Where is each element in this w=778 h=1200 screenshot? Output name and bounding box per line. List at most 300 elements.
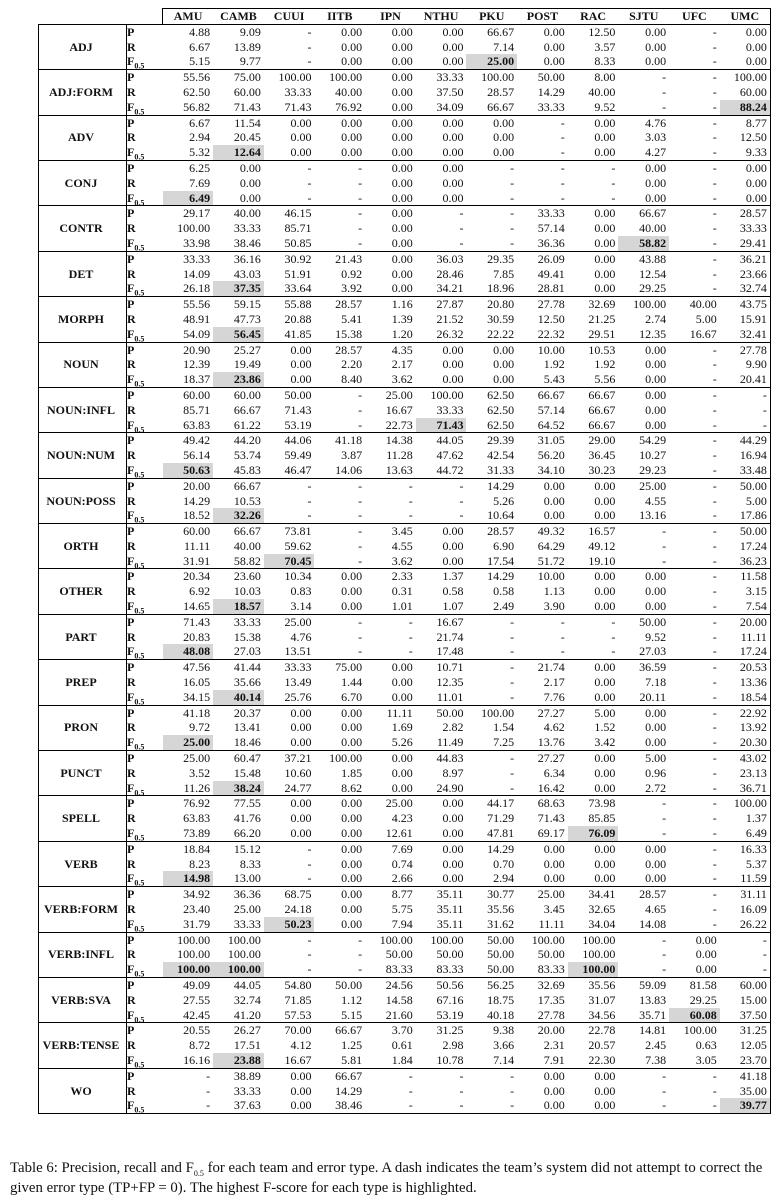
score-cell: 0.00: [695, 947, 717, 962]
score-cell: 5.00: [594, 705, 616, 720]
score-cell: 0.00: [290, 130, 312, 145]
metric-label: [127, 796, 163, 811]
score-cell: 29.51: [568, 327, 619, 342]
score-cell: 73.89: [163, 826, 214, 841]
metric-label-text: F: [127, 54, 135, 69]
table-row: [39, 978, 771, 993]
score-cell: -: [466, 191, 517, 206]
metric-label: [127, 599, 163, 614]
score-cell: 0.00: [594, 765, 616, 780]
metric-label: [127, 857, 163, 872]
score-cell: 5.43: [517, 372, 568, 387]
metric-label-subscript: 0.5: [134, 1014, 145, 1023]
score-cell: 2.94: [466, 871, 517, 886]
results-table-container: [38, 8, 770, 1114]
score-cell: 2.49: [466, 599, 517, 614]
score-cell: 0.00: [720, 160, 771, 175]
table-row: [39, 796, 771, 811]
score-cell: 0.00: [341, 796, 363, 811]
score-cell: -: [560, 115, 565, 130]
score-cell: -: [712, 720, 717, 735]
score-cell: 7.85: [493, 266, 515, 281]
score-cell: 3.62: [365, 554, 416, 569]
score-cell: 0.00: [594, 660, 616, 675]
metric-label-subscript: 0.5: [134, 1105, 145, 1114]
table-row: [39, 54, 771, 69]
metric-label-text: P: [127, 387, 135, 402]
score-cell: 1.20: [365, 327, 416, 342]
score-cell: 0.00: [365, 145, 416, 160]
score-cell: 20.88: [284, 311, 312, 326]
score-cell: 20.37: [233, 705, 261, 720]
score-cell: 41.18: [720, 1068, 771, 1083]
score-cell: 62.50: [466, 418, 517, 433]
metric-label-subscript: 0.5: [134, 1060, 145, 1069]
score-cell: 14.29: [335, 1083, 363, 1098]
score-cell: -: [669, 1098, 720, 1113]
score-cell: 10.71: [436, 660, 464, 675]
error-type-label: CONJ: [39, 160, 127, 205]
score-cell: 33.33: [233, 1083, 261, 1098]
score-cell: 0.00: [645, 387, 667, 402]
score-cell: -: [560, 160, 565, 175]
score-cell: 0.00: [341, 887, 363, 902]
score-cell: 100.00: [531, 932, 565, 947]
metric-label-text: R: [127, 720, 136, 735]
score-cell: 0.00: [594, 493, 616, 508]
score-cell: 0.00: [365, 690, 416, 705]
score-cell: 5.00: [720, 494, 771, 509]
table-row: [39, 281, 771, 296]
score-cell: 35.71: [618, 1008, 669, 1023]
score-cell: 18.54: [720, 690, 771, 705]
score-cell: 53.19: [416, 1008, 467, 1023]
score-cell: 18.84: [183, 841, 211, 856]
score-cell: 0.00: [341, 115, 363, 130]
score-cell: 1.37: [720, 811, 771, 826]
score-cell: 16.33: [720, 841, 771, 856]
score-cell: 0.00: [365, 191, 416, 206]
score-cell: 25.00: [639, 478, 667, 493]
score-cell: 11.54: [234, 115, 261, 130]
metric-label-text: F: [127, 826, 135, 841]
metric-label-text: P: [127, 978, 135, 992]
score-cell: 4.76: [290, 629, 312, 644]
score-cell: 0.00: [594, 206, 616, 221]
metric-label-text: P: [127, 433, 135, 448]
score-cell: 36.21: [720, 251, 771, 266]
score-cell: 0.00: [543, 1083, 565, 1098]
score-cell: 0.00: [568, 871, 619, 886]
score-cell: -: [669, 917, 720, 932]
error-type-label: ADJ: [39, 24, 127, 69]
score-cell: 0.00: [290, 1083, 312, 1098]
table-row: [39, 857, 771, 872]
score-cell: 100.00: [633, 297, 667, 312]
score-cell: 76.09: [568, 826, 619, 841]
score-cell: 28.57: [487, 524, 515, 539]
score-cell: 0.00: [543, 24, 565, 39]
score-cell: 3.45: [543, 902, 565, 917]
table-row: [39, 100, 771, 115]
score-cell: 40.00: [233, 538, 261, 553]
score-cell: 0.00: [416, 372, 467, 387]
score-cell: 59.49: [284, 448, 312, 463]
score-cell: 0.00: [720, 40, 771, 55]
score-cell: 0.00: [618, 599, 669, 614]
score-cell: -: [510, 206, 515, 221]
score-cell: 54.09: [163, 327, 214, 342]
score-cell: 3.52: [189, 765, 211, 780]
score-cell: 100.00: [582, 932, 616, 947]
score-cell: 40.00: [335, 84, 363, 99]
score-cell: 6.92: [189, 584, 211, 599]
score-cell: -: [712, 448, 717, 463]
metric-label: [127, 312, 163, 327]
score-cell: 25.00: [385, 796, 413, 811]
score-cell: 0.00: [391, 751, 413, 766]
score-cell: 28.81: [517, 281, 568, 296]
score-cell: 0.00: [493, 130, 515, 145]
table-row: [39, 478, 771, 493]
score-cell: -: [669, 781, 720, 796]
metric-label: [127, 130, 163, 145]
score-cell: 0.00: [314, 735, 365, 750]
score-cell: 0.00: [264, 372, 315, 387]
score-cell: 33.98: [163, 236, 214, 251]
score-cell: 50.00: [639, 614, 667, 629]
metric-label-text: F: [127, 326, 135, 341]
score-cell: -: [307, 947, 312, 962]
score-cell: 1.25: [341, 1038, 363, 1053]
score-cell: -: [307, 856, 312, 871]
score-cell: 50.23: [264, 917, 315, 932]
score-cell: -: [314, 962, 365, 977]
score-cell: 26.22: [720, 917, 771, 932]
score-cell: 14.06: [314, 463, 365, 478]
score-cell: -: [358, 175, 363, 190]
score-cell: 71.43: [213, 100, 264, 115]
metric-label-text: R: [127, 39, 136, 54]
score-cell: -: [307, 160, 312, 175]
score-cell: 18.52: [163, 508, 214, 523]
score-cell: 100.00: [379, 932, 413, 947]
score-cell: 12.50: [537, 311, 565, 326]
metric-label: [127, 1053, 163, 1068]
metric-label: [127, 145, 163, 160]
score-cell: -: [712, 402, 717, 417]
score-cell: 63.83: [163, 418, 214, 433]
table-row: [39, 887, 771, 902]
score-cell: 0.00: [365, 236, 416, 251]
metric-label: [127, 70, 163, 85]
metric-label: [127, 448, 163, 463]
score-cell: 0.00: [341, 856, 363, 871]
team-header-amu: AMU: [163, 9, 214, 25]
score-cell: -: [358, 402, 363, 417]
metric-label-text: F: [127, 735, 135, 750]
score-cell: 8.33: [568, 54, 619, 69]
score-cell: 32.74: [233, 992, 261, 1007]
score-cell: 0.00: [314, 145, 365, 160]
score-cell: 30.59: [487, 311, 515, 326]
score-cell: -: [669, 554, 720, 569]
metric-label: [127, 494, 163, 509]
score-cell: 0.00: [594, 1068, 616, 1083]
score-cell: -: [358, 538, 363, 553]
score-cell: 0.00: [466, 145, 517, 160]
score-cell: -: [459, 478, 464, 493]
score-cell: -: [459, 1068, 464, 1083]
score-cell: 0.00: [365, 281, 416, 296]
score-cell: 60.00: [233, 387, 261, 402]
score-cell: 0.00: [290, 796, 312, 811]
results-table: [38, 8, 771, 1114]
score-cell: -: [669, 644, 720, 659]
score-cell: 0.00: [314, 826, 365, 841]
score-cell: 88.24: [720, 100, 771, 115]
score-cell: 12.35: [436, 675, 464, 690]
score-cell: 16.67: [436, 614, 464, 629]
score-cell: 4.76: [645, 115, 667, 130]
metric-label: [127, 993, 163, 1008]
score-cell: 0.00: [568, 599, 619, 614]
score-cell: 50.00: [335, 978, 363, 992]
error-type-label: PUNCT: [39, 751, 127, 796]
error-type-label: DET: [39, 251, 127, 296]
score-cell: 0.00: [416, 554, 467, 569]
score-cell: 32.26: [213, 508, 264, 523]
score-cell: 0.00: [645, 342, 667, 357]
score-cell: 29.17: [183, 206, 211, 221]
score-cell: 100.00: [227, 932, 261, 947]
score-cell: 50.63: [163, 463, 214, 478]
metric-label: [127, 584, 163, 599]
score-cell: 23.40: [183, 902, 211, 917]
metric-label: [127, 887, 163, 902]
score-cell: -: [416, 236, 467, 251]
score-cell: 0.63: [695, 1038, 717, 1053]
score-cell: 0.00: [720, 191, 771, 206]
score-cell: -: [712, 856, 717, 871]
score-cell: 0.00: [341, 584, 363, 599]
score-cell: 68.75: [284, 887, 312, 902]
score-cell: 31.05: [537, 433, 565, 448]
error-type-label: PART: [39, 614, 127, 659]
score-cell: 50.00: [487, 932, 515, 947]
score-cell: 0.00: [264, 145, 315, 160]
metric-label-text: P: [127, 297, 135, 312]
score-cell: -: [712, 811, 717, 826]
table-row: [39, 508, 771, 523]
metric-label-subscript: 0.5: [134, 697, 145, 706]
score-cell: -: [466, 236, 517, 251]
score-cell: 21.52: [436, 311, 464, 326]
table-row: [39, 40, 771, 55]
team-header-ipn: IPN: [365, 9, 416, 25]
score-cell: 0.00: [618, 735, 669, 750]
score-cell: 66.20: [213, 826, 264, 841]
metric-label: [127, 766, 163, 781]
score-cell: 7.69: [189, 175, 211, 190]
table-row: [39, 660, 771, 675]
score-cell: 0.00: [290, 811, 312, 826]
metric-label: [127, 508, 163, 523]
score-cell: 12.64: [213, 145, 264, 160]
metric-label-text: F: [127, 553, 135, 568]
table-row: [39, 312, 771, 327]
score-cell: 100.00: [213, 962, 264, 977]
score-cell: 0.00: [645, 720, 667, 735]
score-cell: 1.07: [416, 599, 467, 614]
metric-label: [127, 917, 163, 932]
score-cell: 13.76: [517, 735, 568, 750]
score-cell: -: [510, 660, 515, 675]
metric-label-text: F: [127, 644, 135, 659]
score-cell: 10.34: [284, 569, 312, 584]
score-cell: 36.23: [720, 554, 771, 569]
score-cell: 0.00: [594, 569, 616, 584]
score-cell: 12.05: [720, 1038, 771, 1053]
metric-label: [127, 871, 163, 886]
score-cell: 0.00: [391, 251, 413, 266]
score-cell: 0.00: [645, 175, 667, 190]
score-cell: -: [618, 1098, 669, 1113]
score-cell: -: [669, 145, 720, 160]
score-cell: -: [712, 387, 717, 402]
score-cell: -: [720, 387, 771, 402]
score-cell: 25.76: [264, 690, 315, 705]
score-cell: 0.00: [568, 1098, 619, 1113]
error-type-label: VERB:INFL: [39, 932, 127, 977]
error-type-label: VERB:TENSE: [39, 1023, 127, 1068]
score-cell: 0.00: [442, 811, 464, 826]
score-cell: -: [669, 54, 720, 69]
table-row: [39, 130, 771, 145]
score-cell: 35.11: [436, 902, 464, 917]
score-cell: 2.31: [543, 1038, 565, 1053]
score-cell: 71.43: [537, 811, 565, 826]
error-type-label: OTHER: [39, 569, 127, 614]
score-cell: -: [662, 70, 667, 85]
score-cell: 19.49: [233, 357, 261, 372]
score-cell: 25.27: [233, 342, 261, 357]
team-header-nthu: NTHU: [416, 9, 467, 25]
score-cell: 33.33: [213, 917, 264, 932]
table-row: [39, 251, 771, 266]
score-cell: 19.10: [568, 554, 619, 569]
metric-label: [127, 191, 163, 206]
metric-label: [127, 1008, 163, 1023]
score-cell: 31.79: [163, 917, 214, 932]
score-cell: 40.14: [213, 690, 264, 705]
score-cell: 38.46: [213, 236, 264, 251]
score-cell: 8.23: [189, 856, 211, 871]
score-cell: -: [568, 644, 619, 659]
score-cell: 85.71: [183, 402, 211, 417]
score-cell: 100.00: [720, 70, 771, 85]
score-cell: 20.11: [618, 690, 669, 705]
score-cell: 2.94: [189, 130, 211, 145]
score-cell: 0.00: [264, 735, 315, 750]
score-cell: 0.00: [314, 917, 365, 932]
score-cell: -: [669, 236, 720, 251]
score-cell: 6.90: [493, 538, 515, 553]
score-cell: 49.41: [537, 266, 565, 281]
score-cell: -: [510, 1068, 515, 1083]
error-type-label: NOUN:NUM: [39, 433, 127, 478]
score-cell: -: [264, 962, 315, 977]
score-cell: 3.66: [493, 1038, 515, 1053]
score-cell: 13.16: [618, 508, 669, 523]
score-cell: 32.74: [720, 281, 771, 296]
score-cell: 27.27: [537, 751, 565, 766]
score-cell: 47.81: [466, 826, 517, 841]
score-cell: -: [669, 690, 720, 705]
score-cell: 17.51: [233, 1038, 261, 1053]
score-cell: 39.77: [720, 1098, 771, 1113]
score-cell: 0.00: [442, 175, 464, 190]
score-cell: 49.12: [588, 538, 616, 553]
metric-label-text: F: [127, 1007, 135, 1022]
score-cell: 8.62: [314, 781, 365, 796]
score-cell: 0.00: [543, 1068, 565, 1083]
metric-label: [127, 630, 163, 645]
score-cell: 0.00: [594, 751, 616, 766]
score-cell: -: [669, 735, 720, 750]
score-cell: 0.00: [695, 932, 717, 947]
score-cell: 60.00: [183, 524, 211, 539]
score-cell: 44.17: [487, 796, 515, 811]
score-cell: -: [408, 1068, 413, 1083]
table-row: [39, 1038, 771, 1053]
score-cell: -: [618, 100, 669, 115]
score-cell: 0.00: [543, 841, 565, 856]
score-cell: 14.29: [487, 841, 515, 856]
score-cell: 14.09: [183, 266, 211, 281]
table-row: [39, 811, 771, 826]
score-cell: 0.00: [341, 720, 363, 735]
score-cell: -: [720, 962, 771, 977]
score-cell: 44.72: [416, 463, 467, 478]
score-cell: -: [720, 947, 771, 962]
score-cell: 13.63: [365, 463, 416, 478]
score-cell: 50.00: [720, 524, 771, 539]
table-caption: [10, 1158, 770, 1198]
score-cell: 0.00: [213, 191, 264, 206]
score-cell: 34.10: [517, 463, 568, 478]
metric-label-text: P: [127, 1068, 135, 1083]
score-cell: -: [712, 70, 717, 85]
metric-label-subscript: 0.5: [134, 833, 145, 842]
score-cell: -: [560, 614, 565, 629]
score-cell: 0.00: [720, 24, 771, 39]
score-cell: 100.00: [720, 796, 771, 811]
score-cell: -: [662, 1068, 667, 1083]
error-type-label: VERB:FORM: [39, 887, 127, 932]
metric-label-text: F: [127, 871, 135, 886]
score-cell: 23.88: [213, 1053, 264, 1068]
score-cell: 15.12: [233, 841, 261, 856]
score-cell: 13.89: [233, 39, 261, 54]
score-cell: -: [712, 1068, 717, 1083]
table-row: [39, 644, 771, 659]
score-cell: 20.53: [720, 660, 771, 675]
metric-label-subscript: 0.5: [134, 788, 145, 796]
score-cell: 44.83: [436, 751, 464, 766]
score-cell: -: [314, 191, 365, 206]
score-cell: 51.72: [517, 554, 568, 569]
